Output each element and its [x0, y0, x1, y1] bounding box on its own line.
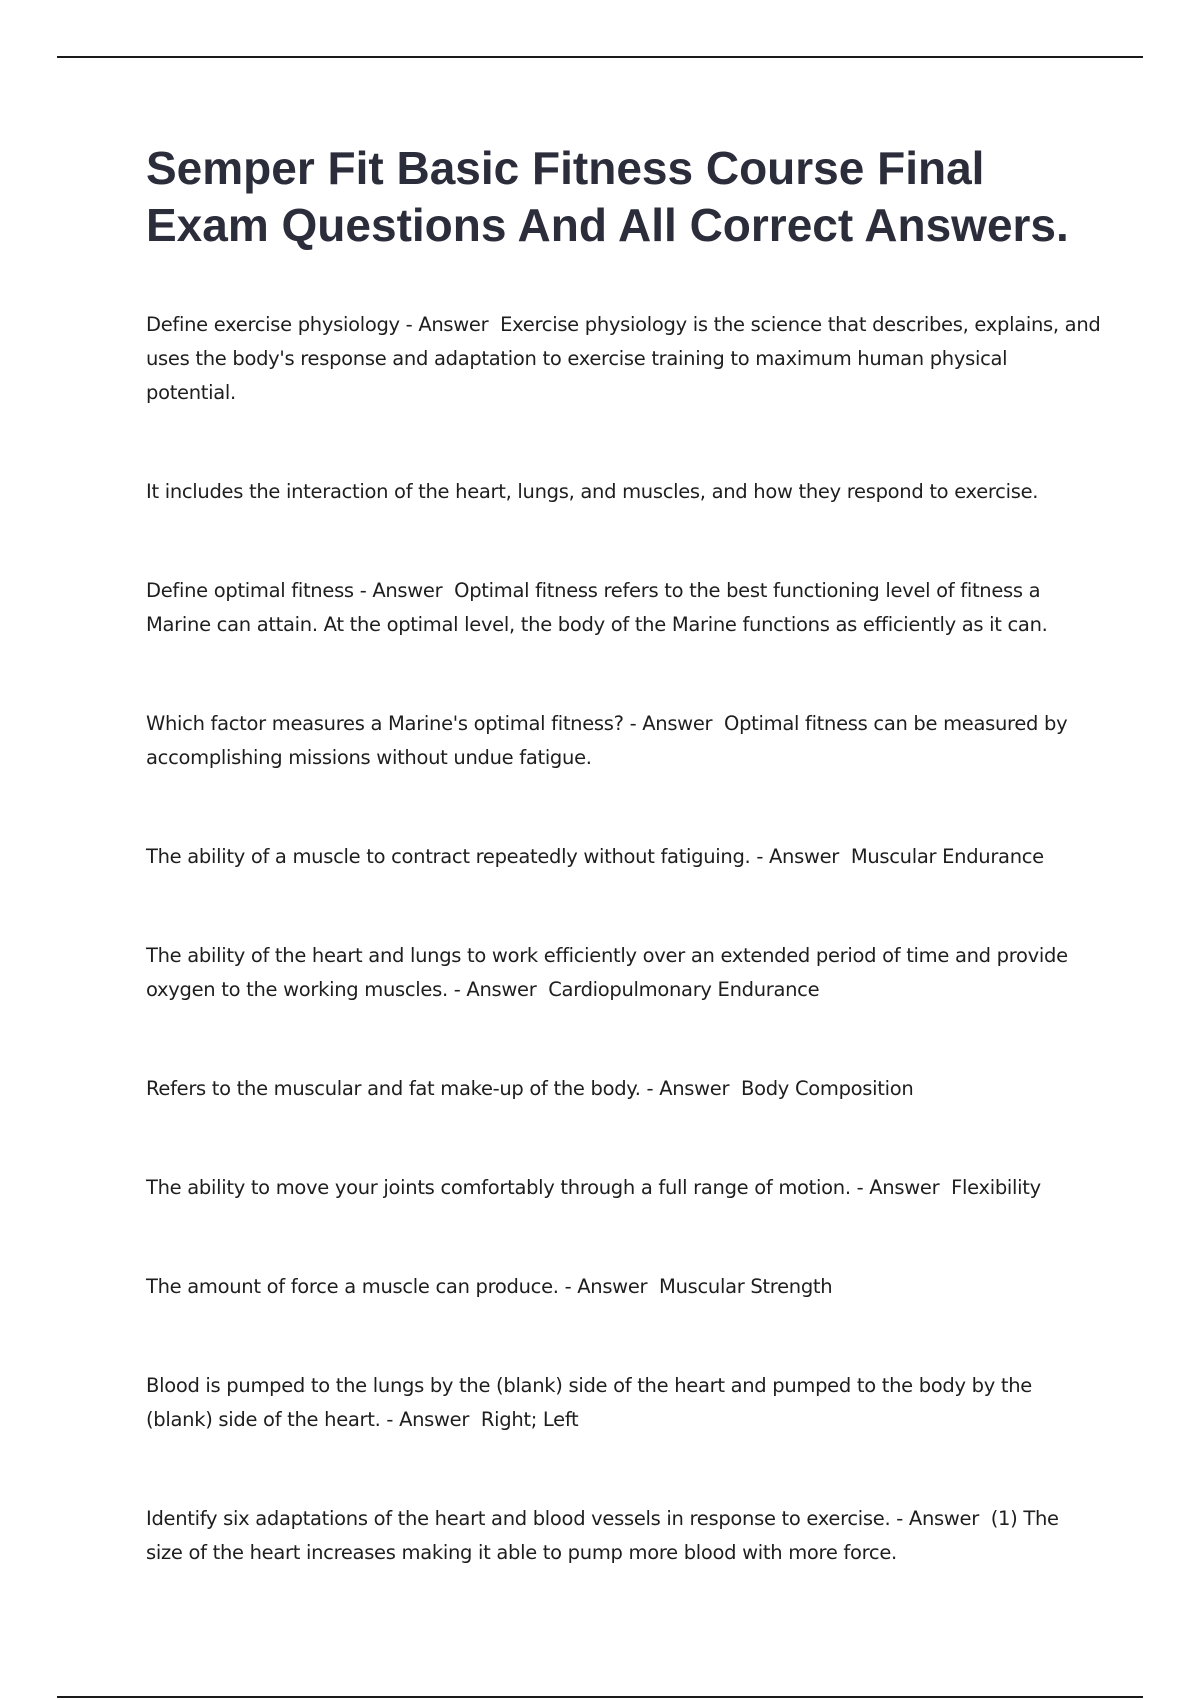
qa-entry	[146, 1502, 1101, 1570]
answer-text: Exercise physiology is the science that describes, explains, and uses the body's response and adaptation to exercise training to maximum human physical potential.	[146, 313, 1101, 404]
answer-text: Optimal fitness refers to the best functioning level of fitness a Marine can attain. At the optimal level, the body of the Marine functions as efficiently as it can.	[146, 579, 1048, 636]
question-text: Blood is pumped to the lungs by the (blank) side of the heart and pumped to the body by the (blank) side of the heart.	[146, 1374, 1032, 1431]
question-text: The ability to move your joints comfortably through a full range of motion.	[146, 1176, 851, 1199]
answer-text: It includes the interaction of the heart, lungs, and muscles, and how they respond to exercise.	[146, 480, 1039, 503]
qa-entry	[146, 574, 1101, 642]
question-text: The amount of force a muscle can produce.	[146, 1275, 559, 1298]
document-title: Semper Fit Basic Fitness Course Final Exam Questions And All Correct Answers.	[146, 142, 1069, 251]
question-text: Identify six adaptations of the heart and blood vessels in response to exercise.	[146, 1507, 891, 1530]
answer-separator: - Answer	[380, 1408, 475, 1431]
question-text: Which factor measures a Marine's optimal fitness?	[146, 712, 624, 735]
qa-entry	[146, 308, 1101, 410]
answer-separator: - Answer	[890, 1507, 985, 1530]
header-rule	[57, 56, 1143, 58]
answer-separator: - Answer	[399, 313, 495, 336]
question-text: The ability of the heart and lungs to work efficiently over an extended period of time and provide oxygen to the working muscles.	[146, 944, 1068, 1001]
footer-rule	[57, 1696, 1143, 1698]
answer-text: Right; Left	[480, 1408, 579, 1431]
answer-separator: - Answer	[447, 978, 543, 1001]
qa-entry	[146, 939, 1101, 1007]
qa-entry	[146, 475, 1101, 509]
answer-text: Optimal fitness can be measured by accomplishing missions without undue fatigue.	[146, 712, 1068, 769]
qa-entry	[146, 840, 1101, 874]
answer-text: (1) The size of the heart increases making it able to pump more blood with more force.	[146, 1507, 1059, 1564]
qa-list	[146, 308, 1101, 1570]
answer-separator: - Answer	[750, 845, 845, 868]
question-text: Refers to the muscular and fat make-up of the body.	[146, 1077, 641, 1100]
document-body	[146, 140, 1101, 1570]
question-text: The ability of a muscle to contract repeatedly without fatiguing.	[146, 845, 751, 868]
qa-entry	[146, 1171, 1101, 1205]
answer-text: Cardiopulmonary Endurance	[548, 978, 820, 1001]
answer-separator: - Answer	[850, 1176, 946, 1199]
answer-text: Muscular Endurance	[850, 845, 1044, 868]
qa-entry	[146, 1072, 1101, 1106]
answer-separator: - Answer	[353, 579, 449, 602]
question-text: Define exercise physiology	[146, 313, 400, 336]
answer-separator: - Answer	[558, 1275, 654, 1298]
answer-separator: - Answer	[640, 1077, 736, 1100]
qa-entry	[146, 1369, 1101, 1437]
qa-entry	[146, 1270, 1101, 1304]
question-text: Define optimal fitness	[146, 579, 354, 602]
answer-text: Muscular Strength	[659, 1275, 833, 1298]
answer-text: Flexibility	[951, 1176, 1041, 1199]
qa-entry	[146, 707, 1101, 775]
answer-separator: - Answer	[623, 712, 719, 735]
answer-text: Body Composition	[741, 1077, 914, 1100]
